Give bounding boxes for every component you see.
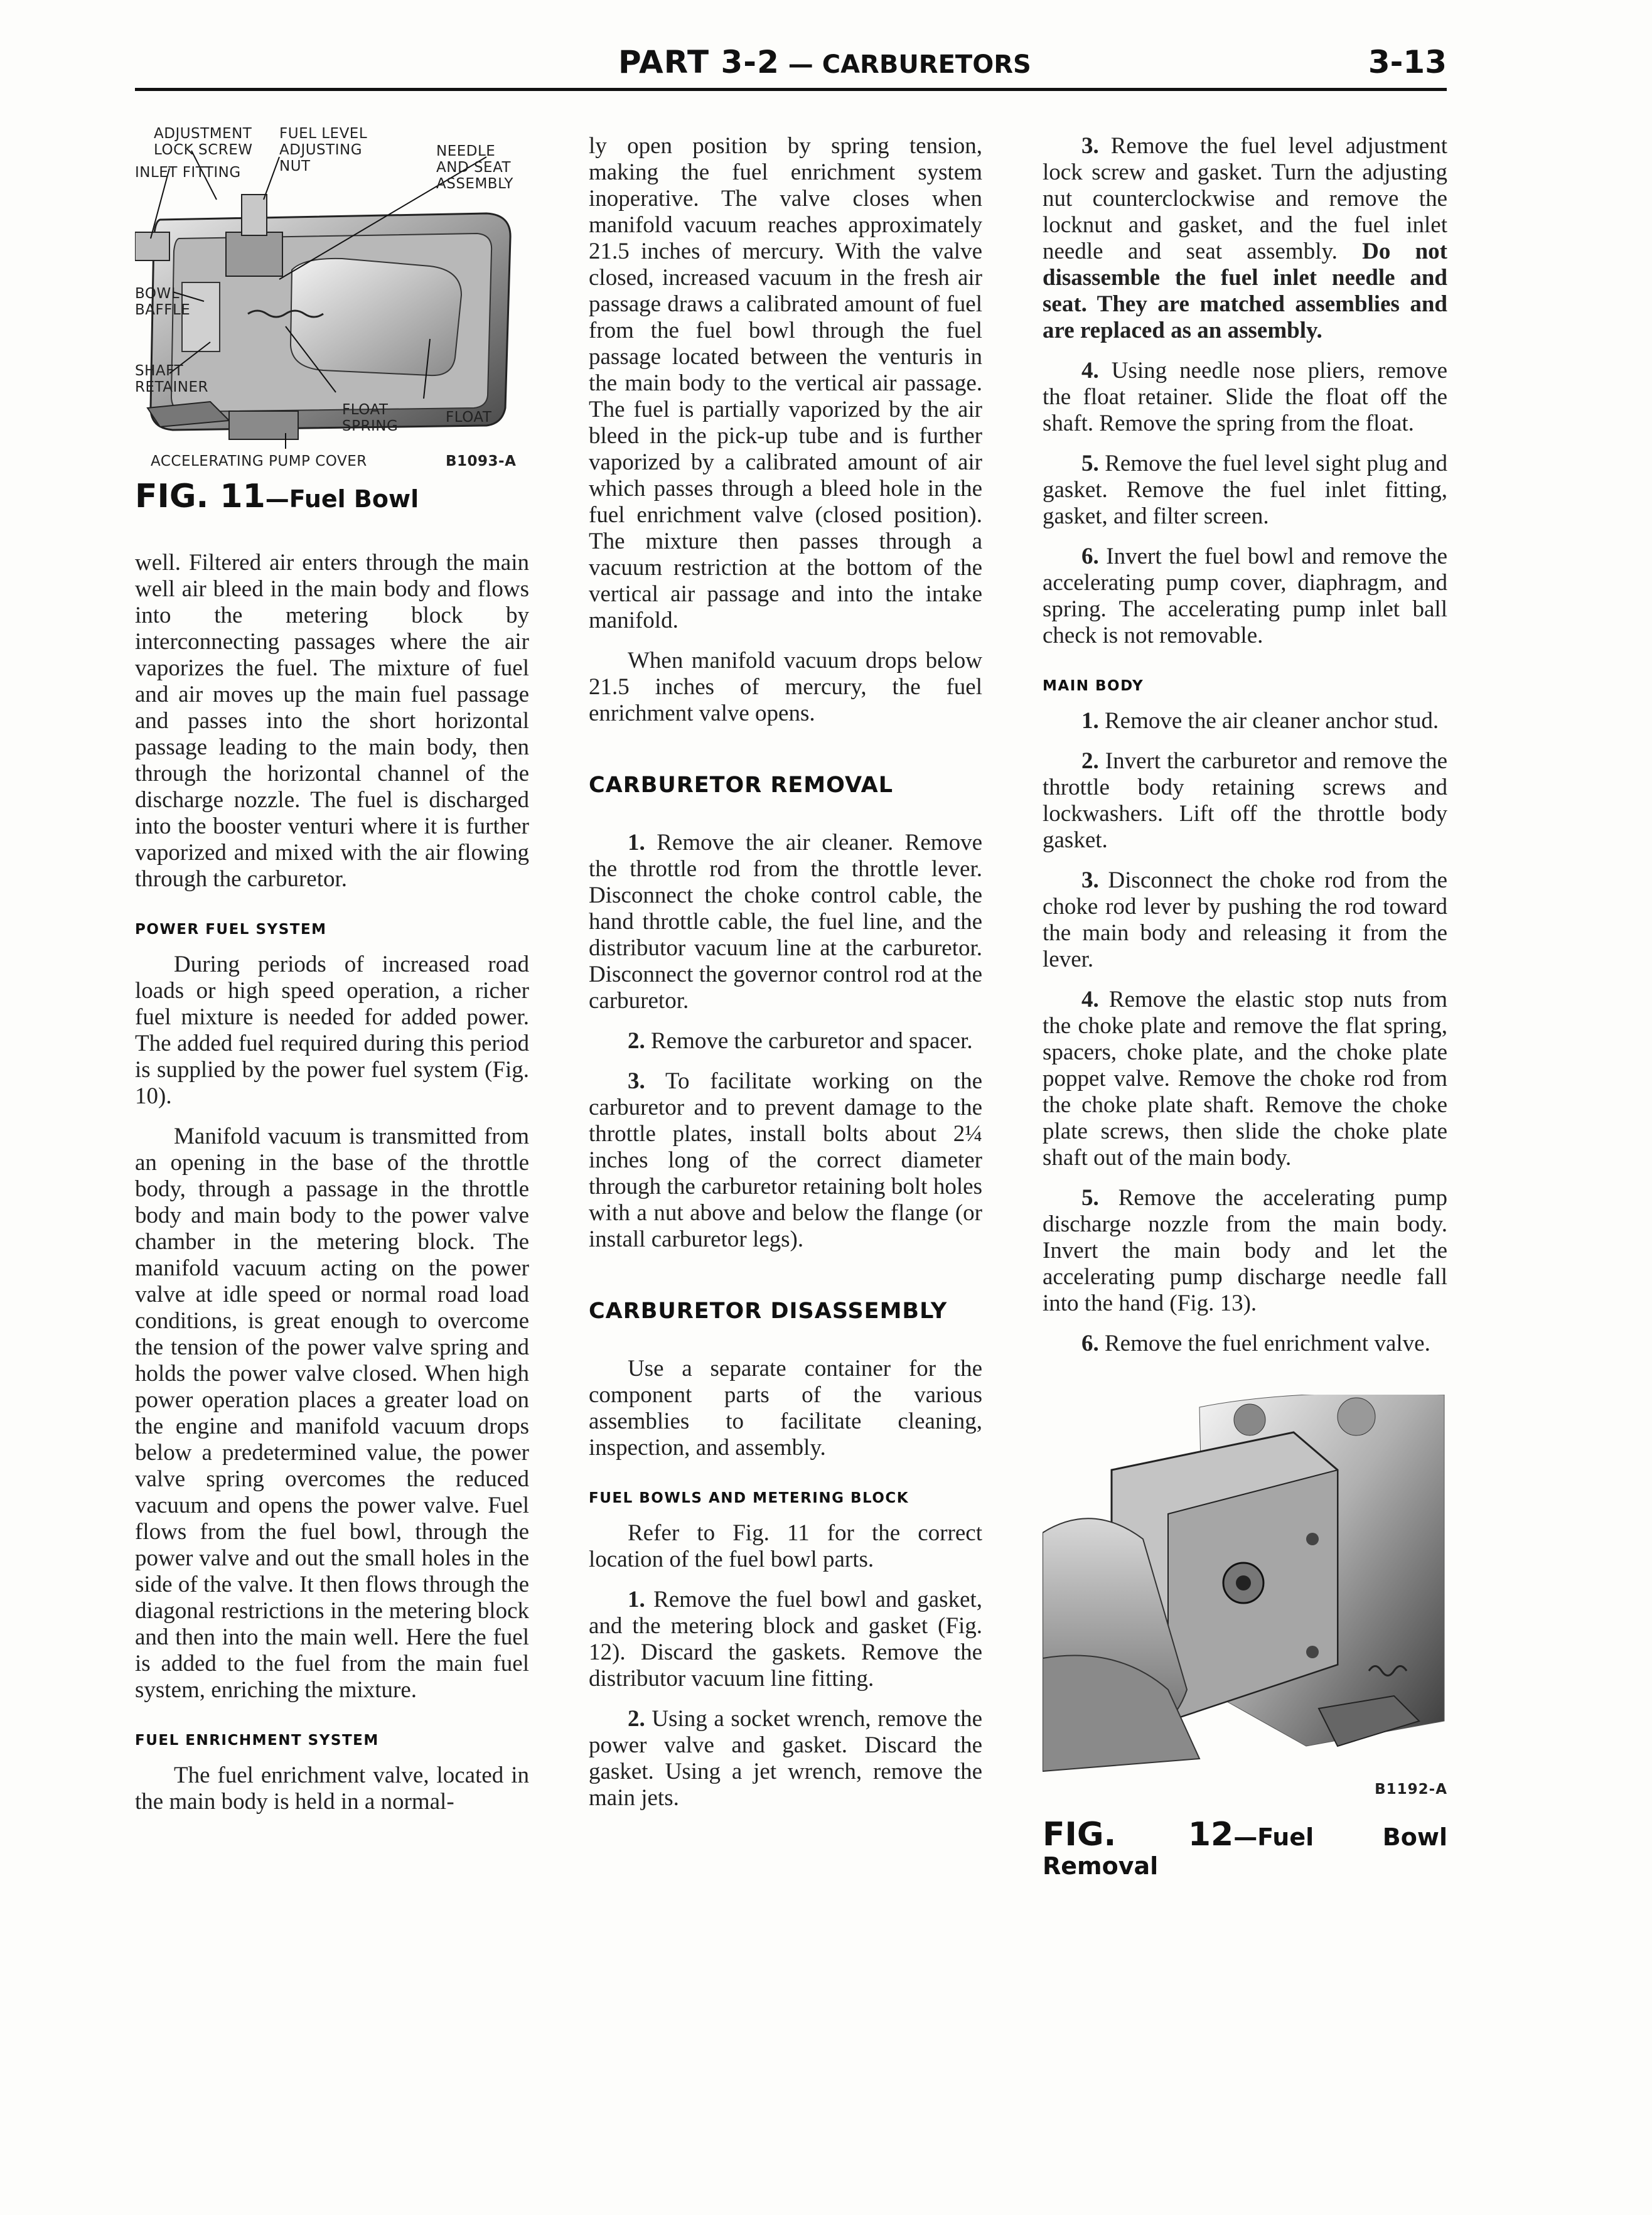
col2-paragraph-2: When manifold vacuum drops below 21.5 inches of mercury, the fuel enrichment valve opens.: [589, 648, 982, 726]
bowls-step-5: [1043, 451, 1447, 530]
figure-12: [1043, 1395, 1447, 1803]
col1-paragraph-1: well. Filtered air enters through the main well air bleed in the main body and flows into the metering block by interconnecting passages where the air vaporizes the fuel. The mixture of fuel and air moves up the main fuel passage and passes into the short horizontal passage leading to the main body, then through the horizontal channel of the discharge nozzle. The fuel is discharged into the booster venturi where it is further vaporized and mixed with the air flowing through the carburetor.: [135, 550, 529, 892]
bowls-step-1-text: Remove the fuel bowl and gasket, and the metering block and gasket (Fig. 12). Discard the gaskets. Remove the distributor vacuum line fitting.: [589, 1587, 982, 1692]
bowls-step-5-number: 5.: [1081, 451, 1099, 476]
figure-11-caption: [135, 478, 529, 515]
section-title: — CARBURETORS: [779, 50, 1031, 79]
col1-paragraph-3: Manifold vacuum is transmitted from an opening in the base of the throttle body, through a passage in the throttle body and main body to the power valve chamber in the metering block. The manifold vacuum acting on the power valve at idle speed or normal road load conditions, is great enough to overcome the tension of the power valve spring and holds the power valve closed. When high power operation places a greater load on the engine and manifold vacuum drops below a predetermined value, the power valve spring overcomes the reduced vacuum and opens the power valve. Fuel flows from the fuel bowl, through the power valve and out the small holes in the side of the valve. It then flows through the diagonal restrictions in the metering block and then into the main well. Here the fuel is added to the fuel from the main fuel system, enriching the mixture.: [135, 1124, 529, 1703]
bowls-step-3-warning: Do not disassemble the fuel inlet needle and seat. They are matched assemblies and are replaced as an assembly.: [1043, 239, 1447, 343]
bowls-step-2-text: Using a socket wrench, remove the power valve and gasket. Discard the gasket. Using a jet wrench, remove the main jets.: [589, 1706, 982, 1811]
figure-11-title: —Fuel Bowl: [265, 485, 419, 513]
heading-main-body: MAIN BODY: [1043, 678, 1144, 694]
label-accelerating-pump-cover: ACCELERATING PUMP COVER: [151, 453, 367, 469]
page-header: [135, 39, 1447, 95]
figure-12-number: FIG. 12: [1043, 1816, 1234, 1853]
main-step-5-text: Remove the accelerating pump discharge nozzle from the main body. Invert the main body and let the accelerating pump discharge needle fall into the hand (Fig. 13).: [1043, 1185, 1447, 1316]
removal-step-1-text: Remove the air cleaner. Remove the throttle rod from the throttle lever. Disconnect the choke control cable, the hand throttle cable, the fuel line, and the distributor vacuum line at the carburetor. Disconnect the governor control rod at the carburetor.: [589, 830, 982, 1014]
header-rule: [135, 88, 1447, 91]
removal-step-3: [589, 1068, 982, 1253]
heading-fuel-bowls-metering-block: FUEL BOWLS AND METERING BLOCK: [589, 1490, 909, 1506]
label-inlet-fitting: INLET FITTING: [135, 164, 241, 181]
col2-paragraph-1: ly open position by spring tension, making the fuel enrichment system inoperative. The valve closes when manifold vacuum reaches approximately 21.5 inches of mercury. With the valve closed, increased vacuum in the fresh air passage draws a calibrated amount of fuel from the fuel bowl through the fuel passage located between the venturis in the main body to the vertical air passage. The fuel is partially vaporized by the air bleed in the pick-up tube and is further vaporized by a calibrated amount of air which passes through a bleed hole in the fuel enrichment valve (closed position). The mixture then passes through a vacuum restriction at the bottom of the vertical air passage and into the intake manifold.: [589, 133, 982, 633]
part-label: PART 3-2: [618, 44, 780, 80]
bowls-step-1: [589, 1587, 982, 1692]
label-needle-seat: NEEDLE AND SEAT ASSEMBLY: [436, 143, 513, 192]
label-float: FLOAT: [446, 409, 492, 426]
removal-step-1-number: 1.: [628, 830, 645, 855]
main-step-2-text: Invert the carburetor and remove the throttle body retaining screws and lockwashers. Lift off the throttle body gasket.: [1043, 748, 1447, 853]
label-bowl-baffle: BOWL BAFFLE: [135, 286, 191, 318]
figure-12-code: B1192-A: [1375, 1781, 1447, 1798]
bowls-step-3-number: 3.: [1081, 133, 1099, 159]
main-step-4-number: 4.: [1081, 987, 1099, 1012]
header-title: [618, 44, 1031, 80]
main-step-3-text: Disconnect the choke rod from the choke rod lever by pushing the rod toward the main body and releasing it from the lever.: [1043, 867, 1447, 972]
column-1: [135, 126, 529, 1829]
main-step-2-number: 2.: [1081, 748, 1099, 774]
bowls-step-3: [1043, 133, 1447, 344]
main-step-4: [1043, 987, 1447, 1171]
column-2: [589, 133, 982, 1825]
heading-fuel-enrichment-system: FUEL ENRICHMENT SYSTEM: [135, 1732, 379, 1749]
figure-12-title: —Fuel Bowl Removal: [1043, 1823, 1447, 1880]
figure-11: [135, 126, 529, 477]
main-step-1-text: Remove the air cleaner anchor stud.: [1098, 708, 1439, 734]
disassembly-intro: Use a separate container for the component parts of the various assemblies to facilitate cleaning, inspection, and assembly.: [589, 1356, 982, 1461]
page-number: 3-13: [1368, 44, 1447, 80]
bowls-step-1-number: 1.: [628, 1587, 645, 1612]
main-step-4-text: Remove the elastic stop nuts from the choke plate and remove the flat spring, spacers, choke plate, and the choke plate poppet valve. Remove the choke rod from the choke plate shaft. Remove the choke plate screws, then slide the choke plate shaft out of the main body.: [1043, 987, 1447, 1171]
removal-step-2-text: Remove the carburetor and spacer.: [645, 1028, 973, 1054]
removal-step-3-text: To facilitate working on the carburetor and to prevent damage to the throttle plates, install bolts about 2¼ inches long of the correct diameter through the carburetor retaining bolt holes with a nut above and below the flange (or install carburetor legs).: [589, 1068, 982, 1252]
main-step-3-number: 3.: [1081, 867, 1099, 893]
bowls-step-4-number: 4.: [1081, 358, 1099, 383]
col1-paragraph-4: The fuel enrichment valve, located in the main body is held in a normal-: [135, 1762, 529, 1815]
removal-step-2: [589, 1028, 982, 1054]
main-step-6: [1043, 1331, 1447, 1357]
label-adjustment-lock-screw: ADJUSTMENT LOCK SCREW: [154, 126, 253, 158]
figure-11-number: FIG. 11: [135, 478, 266, 515]
figure-11-code: B1093-A: [446, 453, 517, 469]
main-step-6-number: 6.: [1081, 1331, 1099, 1356]
column-3: [1043, 133, 1447, 1917]
main-step-3: [1043, 867, 1447, 973]
main-step-1: [1043, 708, 1447, 734]
label-fuel-level-nut: FUEL LEVEL ADJUSTING NUT: [279, 126, 368, 174]
bowls-step-6-number: 6.: [1081, 544, 1099, 569]
removal-step-1: [589, 830, 982, 1014]
main-step-2: [1043, 748, 1447, 854]
bowls-step-5-text: Remove the fuel level sight plug and gasket. Remove the fuel inlet fitting, gasket, and filter screen.: [1043, 451, 1447, 529]
bowls-step-6-text: Invert the fuel bowl and remove the accelerating pump cover, diaphragm, and spring. The accelerating pump inlet ball check is not removable.: [1043, 544, 1447, 648]
removal-step-3-number: 3.: [628, 1068, 645, 1094]
col1-paragraph-2: During periods of increased road loads or high speed operation, a richer fuel mixture is needed for added power. The added fuel required during this period is supplied by the power fuel system (Fig. 10).: [135, 952, 529, 1109]
main-step-1-number: 1.: [1081, 708, 1099, 734]
bowls-step-3-text: Remove the fuel level adjustment lock screw and gasket. Turn the adjusting nut counterclockwise and remove the locknut and gasket, and the fuel inlet needle and seat assembly.: [1043, 133, 1447, 264]
main-step-5: [1043, 1185, 1447, 1317]
label-float-spring: FLOAT SPRING: [342, 402, 399, 434]
bowls-intro: Refer to Fig. 11 for the correct location of the fuel bowl parts.: [589, 1520, 982, 1572]
fuel-bowl-removal-photo: [1043, 1395, 1447, 1778]
main-step-6-text: Remove the fuel enrichment valve.: [1098, 1331, 1430, 1356]
main-step-5-number: 5.: [1081, 1185, 1099, 1211]
heading-carburetor-removal: CARBURETOR REMOVAL: [589, 773, 894, 798]
heading-power-fuel-system: POWER FUEL SYSTEM: [135, 921, 327, 938]
figure-12-caption: [1043, 1816, 1447, 1880]
bowls-step-6: [1043, 544, 1447, 649]
removal-step-2-number: 2.: [628, 1028, 645, 1054]
heading-carburetor-disassembly: CARBURETOR DISASSEMBLY: [589, 1299, 948, 1324]
bowls-step-2-number: 2.: [628, 1706, 645, 1732]
bowls-step-4-text: Using needle nose pliers, remove the float retainer. Slide the float off the shaft. Remove the spring from the float.: [1043, 358, 1447, 436]
bowls-step-4: [1043, 358, 1447, 437]
label-shaft-retainer: SHAFT RETAINER: [135, 363, 209, 395]
bowls-step-2: [589, 1706, 982, 1811]
